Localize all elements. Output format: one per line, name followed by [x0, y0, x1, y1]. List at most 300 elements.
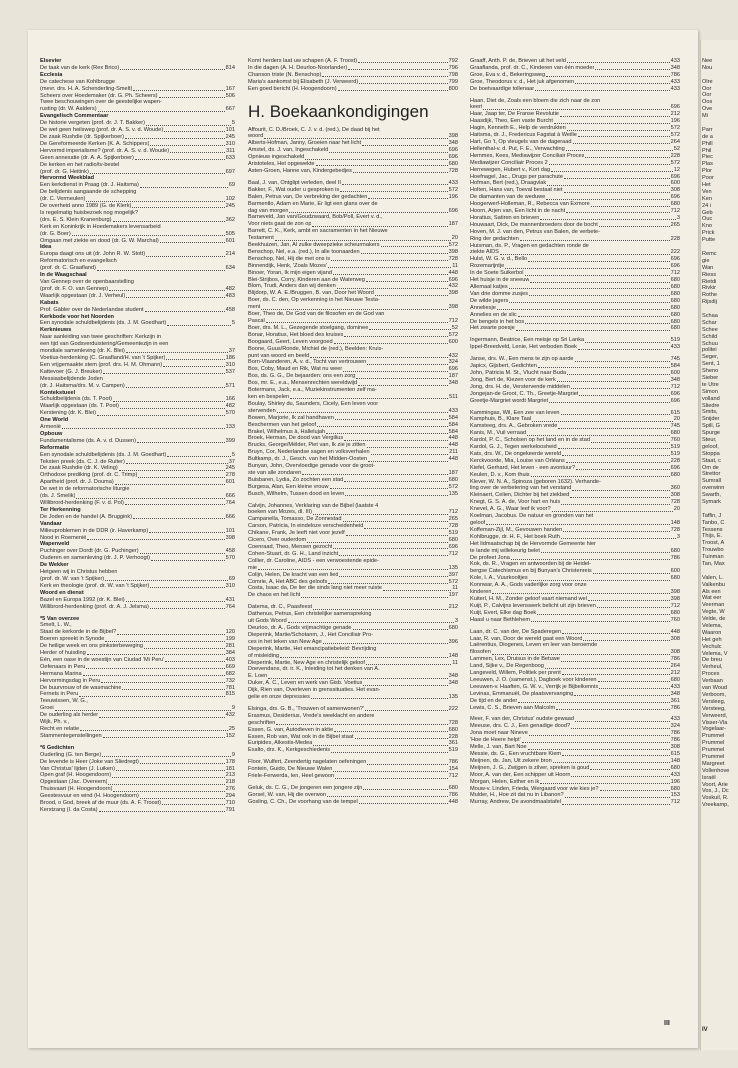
index-entry: [248, 766, 458, 773]
index-entry: [470, 723, 680, 730]
index-entry: [248, 214, 458, 221]
index-entry: [470, 201, 680, 208]
entry-page-number: 396: [448, 638, 458, 645]
dot-leader: [150, 587, 224, 588]
entry-text: Leeuwen, J. O. (samenst.), Dagboek voor kinderen: [470, 676, 597, 683]
entry-text: Messiasbelijdende Joden: [40, 375, 103, 382]
dot-leader: [547, 185, 669, 186]
entry-page-number: 511: [449, 393, 458, 400]
entry-page-number: 680: [670, 311, 680, 318]
dot-leader: [549, 164, 670, 165]
index-heading: Woord en dienst: [40, 589, 84, 596]
dot-leader: [344, 440, 448, 441]
index-entry: [470, 485, 680, 492]
partial-entry: Trouwbo: [702, 547, 724, 554]
entry-page-number: 433: [670, 58, 680, 64]
entry-page-number: 228: [670, 457, 680, 464]
index-entry: [470, 596, 680, 603]
entry-page-number: 680: [670, 547, 680, 554]
dot-leader: [353, 172, 448, 173]
entry-text: Knegt, G. S. A. de, Voor hart en huis: [470, 499, 561, 506]
dot-leader: [276, 724, 447, 725]
entry-text: Kole, I. A., Vuurkooltjes: [470, 575, 528, 582]
entry-page-number: 696: [670, 194, 680, 201]
partial-entry: Steur,: [702, 436, 717, 443]
index-entry: [248, 373, 458, 380]
dot-leader: [167, 325, 231, 326]
partial-entry: Spurge: [702, 430, 721, 437]
entry-page-number: 745: [670, 423, 680, 430]
entry-text: Open graf (H. Hoogendoorn): [40, 772, 112, 779]
entry-text: Bowen, Marjorie, Ik zal handhaven: [248, 414, 334, 421]
dot-leader: [338, 90, 448, 91]
entry-text: De wet in de reformatorische liturgie: [40, 486, 130, 493]
entry-text: keert: [470, 104, 483, 111]
entry-page-number: 228: [670, 235, 680, 242]
index-entry: [248, 632, 458, 639]
index-entry: [470, 610, 680, 617]
entry-text: Chikane, Frank, Je leeft niet voor jezelf: [248, 530, 345, 537]
index-entry: [248, 242, 458, 249]
entry-page-number: 537: [225, 368, 235, 375]
index-entry: [470, 72, 680, 79]
index-entry: [40, 678, 235, 685]
dot-leader: [120, 408, 225, 409]
entry-page-number: 212: [670, 111, 680, 118]
entry-page-number: 786: [670, 730, 680, 737]
dot-leader: [328, 583, 447, 584]
dot-leader: [290, 398, 448, 399]
index-entry: [40, 376, 235, 383]
index-entry: [470, 527, 680, 534]
entry-page-number: 25: [228, 726, 235, 732]
index-entry: [40, 106, 235, 113]
entry-text: Haitsma, dr. J., Fredericus Fagstat à Weille: [470, 132, 577, 139]
partial-entry: Prummel: [702, 733, 725, 740]
index-entry: [40, 752, 235, 759]
dot-leader: [529, 295, 670, 296]
entry-text: Omgaan met ziekte en dood (dr. G. W. Marchal): [40, 237, 159, 244]
index-entry: [248, 180, 458, 187]
dot-leader: [346, 535, 448, 536]
entry-text: Een kerkdienst in Praag (dr. J. Haitsma): [40, 182, 139, 189]
entry-text: Bos, Coby, Maud en Rik, Wat nu weer: [248, 366, 343, 373]
entry-page-number: 187: [448, 373, 458, 380]
dot-leader: [576, 469, 670, 470]
entry-text: Datema, dr. C., Paasfeest: [248, 604, 313, 611]
index-entry: [470, 691, 680, 698]
index-entry: [248, 332, 458, 339]
index-entry: [40, 766, 235, 773]
entry-page-number: 398: [670, 595, 680, 602]
partial-entry: Vechulc: [702, 643, 722, 650]
partial-entry: Thijs, E.: [702, 533, 723, 540]
dot-leader: [113, 791, 224, 792]
entry-page-number: 696: [448, 207, 458, 214]
entry-page-number: 680: [448, 785, 458, 791]
dot-leader: [275, 240, 451, 241]
entry-page-number: 153: [670, 792, 680, 799]
index-entry: [40, 459, 235, 466]
index-heading: Idea: [40, 244, 52, 251]
partial-entry: Simon: [702, 388, 718, 395]
entry-page-number: 584: [448, 421, 458, 428]
entry-page-number: 696: [448, 276, 458, 283]
entry-page-number: 214: [225, 251, 235, 258]
entry-text: ces in het teken van New Age: [248, 638, 322, 645]
partial-entry: Versleeg,: [702, 698, 726, 705]
index-entry: [470, 561, 680, 568]
entry-page-number: 712: [448, 773, 458, 780]
entry-page-number: 680: [670, 284, 680, 290]
dot-leader: [591, 442, 670, 443]
index-entry: [40, 86, 235, 93]
index-entry: [470, 174, 680, 181]
dot-leader: [72, 235, 225, 236]
entry-page-number: 732: [225, 677, 235, 684]
entry-page-number: 218: [225, 779, 235, 786]
entry-text: Waarlijk opgestaan (dr. J. Verheul): [40, 292, 126, 299]
entry-text: Carson, Patricia, In eindeloze verscheidenheid: [248, 523, 364, 530]
dot-leader: [546, 199, 669, 200]
index-entry: [40, 341, 235, 348]
entry-page-number: 196: [670, 778, 680, 785]
entry-page-number: 728: [670, 526, 680, 533]
index-entry: [470, 548, 680, 555]
entry-text: Jong, drs. H. de, Verstervende middelen: [470, 383, 570, 390]
index-entry: [40, 493, 235, 500]
index-entry: [248, 727, 458, 734]
entry-page-number: 133: [225, 424, 235, 431]
entry-text: Stammentegenstellingen: [40, 732, 102, 739]
entry-text: Staat de kerkorde in de Bijbel?: [40, 629, 117, 636]
entry-text: Friele-Ferwerda, Ien, Heel gewoon: [248, 773, 335, 780]
partial-entry: Ven: [702, 188, 712, 195]
entry-text: Boeren spreekt in Synode: [40, 636, 105, 643]
index-entry: [248, 572, 458, 579]
index-entry: [470, 277, 680, 284]
dot-leader: [163, 366, 224, 367]
partial-entry: Seger,: [702, 354, 719, 361]
index-entry: [40, 320, 235, 327]
dot-leader: [567, 130, 670, 131]
entry-text: Bruyn, Cor, Nederlandse sagen en volksverhalen: [248, 449, 370, 456]
dot-leader: [258, 569, 448, 570]
partial-entry: Sheno: [702, 368, 719, 375]
index-entry: [470, 229, 680, 236]
index-entry: [40, 424, 235, 431]
partial-entry: Sliedre: [702, 402, 720, 409]
dot-leader: [567, 62, 670, 63]
index-entry: [470, 180, 680, 187]
entry-page-number: 245: [225, 133, 235, 140]
dot-leader: [101, 682, 224, 683]
index-entry: [470, 187, 680, 194]
dot-leader: [145, 311, 225, 312]
index-entry: [248, 503, 458, 510]
index-entry: [40, 79, 235, 86]
entry-text: Laan, dr. C. van der, De Spaderegen: [470, 628, 562, 635]
index-entry: [470, 146, 680, 153]
dot-leader: [330, 488, 448, 489]
dot-leader: [103, 737, 225, 738]
entry-text: Euripides, Alkestis-Medea: [248, 740, 313, 747]
index-entry: [40, 576, 235, 583]
entry-page-number: 167: [225, 85, 235, 92]
entry-page-number: 433: [448, 179, 458, 186]
entry-page-number: 213: [225, 772, 235, 779]
entry-page-number: 680: [670, 785, 680, 792]
index-entry: [470, 222, 680, 229]
partial-entry: Waaron: [702, 629, 722, 636]
index-heading: Ter Herkenning: [40, 506, 81, 513]
index-entry: [248, 666, 458, 673]
index-entry: [470, 730, 680, 737]
entry-page-number: 186: [225, 354, 235, 361]
partial-entry: Ove: [702, 106, 713, 113]
index-heading: Elsevier: [40, 58, 62, 64]
entry-text: Opgestaan (Jac. Overeem): [40, 779, 108, 786]
index-entry: [40, 99, 235, 106]
entry-text: Langeveld, Willem, Politiek per prent: [470, 670, 561, 677]
index-entry: [470, 684, 680, 691]
dot-leader: [98, 111, 225, 112]
index-heading: Opbouw: [40, 430, 63, 437]
partial-entry: Wat eer: [702, 595, 722, 602]
dot-leader: [76, 498, 224, 499]
index-entry: [470, 677, 680, 684]
entry-text: Affourit, C. D./Broek, C. J. v. d. (red.), De daad bij het: [248, 126, 380, 133]
dot-leader: [112, 777, 224, 778]
dot-leader: [600, 790, 670, 791]
index-entry: [40, 134, 235, 141]
entry-text: Voor niets gaat de zon op: [248, 221, 312, 228]
entry-page-number: 399: [225, 437, 235, 444]
entry-page-number: 264: [670, 138, 680, 145]
entry-text: Busch, Wilhelm, Tussen dood en leven: [248, 490, 345, 497]
entry-page-number: 196: [670, 118, 680, 125]
entry-page-number: 398: [448, 133, 458, 140]
dot-leader: [516, 330, 670, 331]
entry-page-number: 397: [448, 571, 458, 578]
entry-text: Hagin, Kenneth E., Help de verdrukten: [470, 125, 566, 132]
dot-leader: [80, 730, 228, 731]
entry-page-number: 786: [670, 737, 680, 744]
index-entry: [470, 582, 680, 589]
partial-entry: Schild: [702, 333, 718, 340]
entry-text: De overheid anno 1989 (G. de Klerk): [40, 203, 132, 210]
entry-text: De taak van de kerk (Rex Brico): [40, 64, 120, 71]
entry-text: (prof. dr. W. van 't Spijker): [40, 575, 105, 582]
entry-text: Erasmus, Desiderius, Vrede's weeklacht en andere: [248, 712, 375, 719]
dot-leader: [599, 226, 670, 227]
index-entry: [248, 558, 458, 565]
entry-text: De historie vergeten (prof. dr. J. T. Bakker): [40, 120, 145, 127]
index-entry: [248, 339, 458, 346]
entry-text: Horatius, Satiren en brieven: [470, 214, 540, 221]
index-entry: [248, 565, 458, 572]
index-entry: [40, 224, 235, 231]
entry-text: Gosling, C. Ch., De voorhang van de tempel: [248, 798, 358, 805]
entry-text: Ippel-Breedveld, Lenie, Het verboden Boek: [470, 344, 577, 351]
entry-page-number: 101: [225, 127, 235, 134]
dot-leader: [126, 387, 225, 388]
entry-page-number: 799: [448, 78, 458, 85]
entry-text: Kuijt, Evert, Elke dag Boek: [470, 609, 537, 616]
entry-page-number: 348: [448, 680, 458, 687]
dot-leader: [140, 798, 225, 799]
dot-leader: [558, 448, 670, 449]
index-entry: [40, 712, 235, 719]
index-entry: [248, 228, 458, 235]
partial-entry: Margreet: [702, 760, 725, 767]
entry-page-number: 11: [452, 659, 458, 666]
partial-entry: Voskuil, R.: [702, 795, 729, 802]
index-entry: [470, 344, 680, 351]
index-entry: [40, 231, 235, 238]
index-entry: [248, 463, 458, 470]
entry-text: Komt herders laat uw schapen (A. F. Troost): [248, 58, 358, 64]
index-entry: [40, 793, 235, 800]
entry-page-number: 448: [448, 435, 458, 442]
entry-text: Moor, A. van der, Een schipper uit Hoorn: [470, 771, 571, 778]
entry-page-number: 433: [670, 771, 680, 778]
entry-text: Collier, dr. Caroline, AIDS - een verwoestende epide-: [248, 557, 379, 564]
entry-text: Kohlbrugge, dr. H. F., Het boek Ruth: [470, 533, 560, 540]
index-entry: [40, 650, 235, 657]
index-entry: [248, 484, 458, 491]
entry-text: De kerken en het radio/tv-bestel: [40, 161, 120, 168]
entry-text: Kerstzang (I. da Costa): [40, 806, 98, 813]
dot-leader: [149, 532, 224, 533]
dot-leader: [562, 455, 670, 456]
entry-text: Teeuwissen, W. G.,: [40, 698, 88, 705]
entry-text: Kardol, G. J., Tegen werkeloosheid: [470, 444, 557, 451]
dot-leader: [546, 76, 670, 77]
entry-text: Bos, ds. G. G., De bejaarden: ons een zorg: [248, 373, 356, 380]
partial-entry: Snijder: [702, 416, 720, 423]
dot-leader: [561, 504, 669, 505]
entry-text: Meer, F. van der, Christus' oudste gewaad: [470, 716, 574, 723]
partial-entry: Tessens: [702, 526, 723, 533]
entry-page-number: 572: [448, 242, 458, 249]
entry-page-number: 584: [448, 414, 458, 421]
partial-entry: Rietdi: [702, 278, 717, 285]
dot-leader: [557, 381, 670, 382]
index-entry: [40, 93, 235, 100]
entry-page-number: 398: [448, 304, 458, 311]
index-entry: [40, 334, 235, 341]
index-entry: [248, 773, 458, 780]
entry-text: De zaak Rushdie (dr. K. Veling): [40, 465, 118, 472]
entry-page-number: 572: [670, 159, 680, 166]
entry-text: De diamanten van de weduwe: [470, 194, 546, 201]
entry-page-number: 666: [225, 513, 235, 520]
partial-entry: Rothe: [702, 292, 717, 299]
entry-text: Koelman, Jacobus. De natuur en gronden van het: [470, 513, 594, 520]
entry-page-number: 680: [670, 297, 680, 304]
index-entry: [40, 452, 235, 459]
entry-text: Houwaart, Dick, De mannenbroeders door de bocht: [470, 221, 598, 228]
entry-page-number: 348: [670, 64, 680, 71]
entry-text: Oefenaars in Peru: [40, 663, 86, 670]
dot-leader: [593, 573, 670, 574]
dot-leader: [97, 270, 225, 271]
dot-leader: [364, 528, 447, 529]
entry-text: Brood, o God, breek af de muur (ds. A. F. Troost): [40, 800, 161, 807]
entry-text: Meijnen, ds. Jan, Uit zekere bron: [470, 757, 552, 764]
partial-entry: Swarth,: [702, 492, 721, 499]
dot-leader: [90, 173, 225, 174]
entry-text: mie: [248, 564, 258, 571]
index-entry: [470, 479, 680, 486]
index-entry: [248, 792, 458, 799]
dot-leader: [358, 385, 448, 386]
index-entry: [470, 698, 680, 705]
entry-text: Thuisvaart (H. Hoogendoorn): [40, 786, 113, 793]
partial-entry: Spill, G: [702, 423, 721, 430]
entry-text: Murray, Andrew, De avondmaalstafel: [470, 799, 561, 806]
dot-leader: [302, 474, 447, 475]
entry-page-number: 680: [448, 537, 458, 544]
dot-leader: [344, 481, 447, 482]
index-entry: [248, 346, 458, 353]
index-entry: [248, 194, 458, 201]
index-entry: [470, 779, 680, 786]
entry-text: (prof. dr. C. Graafland): [40, 265, 96, 272]
entry-text: Hofman, Bert (red.), Draagvlak: [470, 180, 547, 187]
entry-text: Blijdorp, W. A. E./Bruggen, B. van, Door het Woord: [248, 290, 374, 297]
partial-entry: Valen, L.: [702, 574, 724, 581]
entry-page-number: 696: [448, 147, 458, 154]
entry-page-number: 519: [670, 444, 680, 451]
entry-text: Ingermann, Beatrice, Een meisje op Sri Lanka: [470, 337, 585, 344]
entry-page-number: 148: [670, 757, 680, 764]
partial-entry: gie: [702, 257, 710, 264]
entry-page-number: 432: [448, 352, 458, 359]
entry-text: Beekhuizen, Jan, Al zulke dweepzieke scheurmakers: [248, 242, 380, 249]
index-entry: [470, 555, 680, 562]
dot-leader: [562, 755, 670, 756]
entry-page-number: 696: [448, 366, 458, 373]
entry-page-number: 211: [449, 449, 458, 456]
entry-text: Van Gennep over de openbaarstelling: [40, 279, 134, 285]
index-entry: [470, 270, 680, 277]
index-entry: [248, 283, 458, 290]
entry-text: Groe, Theodorus v. d., Het juk afgenomen: [470, 78, 574, 85]
partial-entry: Ouc: [702, 216, 713, 223]
dot-leader: [317, 426, 448, 427]
index-entry: [40, 348, 235, 355]
partial-entry: Vogelaar-: [702, 726, 726, 733]
partial-entry: Schuu: [702, 340, 718, 347]
entry-page-number: 432: [225, 712, 235, 719]
index-entry: [40, 155, 235, 162]
entry-text: Kanis, M., Vuil verraad: [470, 430, 527, 437]
dot-leader: [343, 371, 447, 372]
entry-text: Reformatorisch en evangelisch: [40, 258, 117, 265]
index-entry: [470, 772, 680, 779]
entry-text: uit Gods Woord: [248, 618, 287, 625]
entry-page-number: 432: [448, 283, 458, 290]
index-entry: [248, 140, 458, 147]
index-entry: [248, 387, 458, 394]
entry-page-number: 680: [448, 726, 458, 733]
entry-text: Groei: [40, 705, 54, 712]
dot-leader: [529, 735, 670, 736]
entry-page-number: 764: [225, 603, 235, 610]
partial-entry: Poor: [702, 175, 714, 182]
